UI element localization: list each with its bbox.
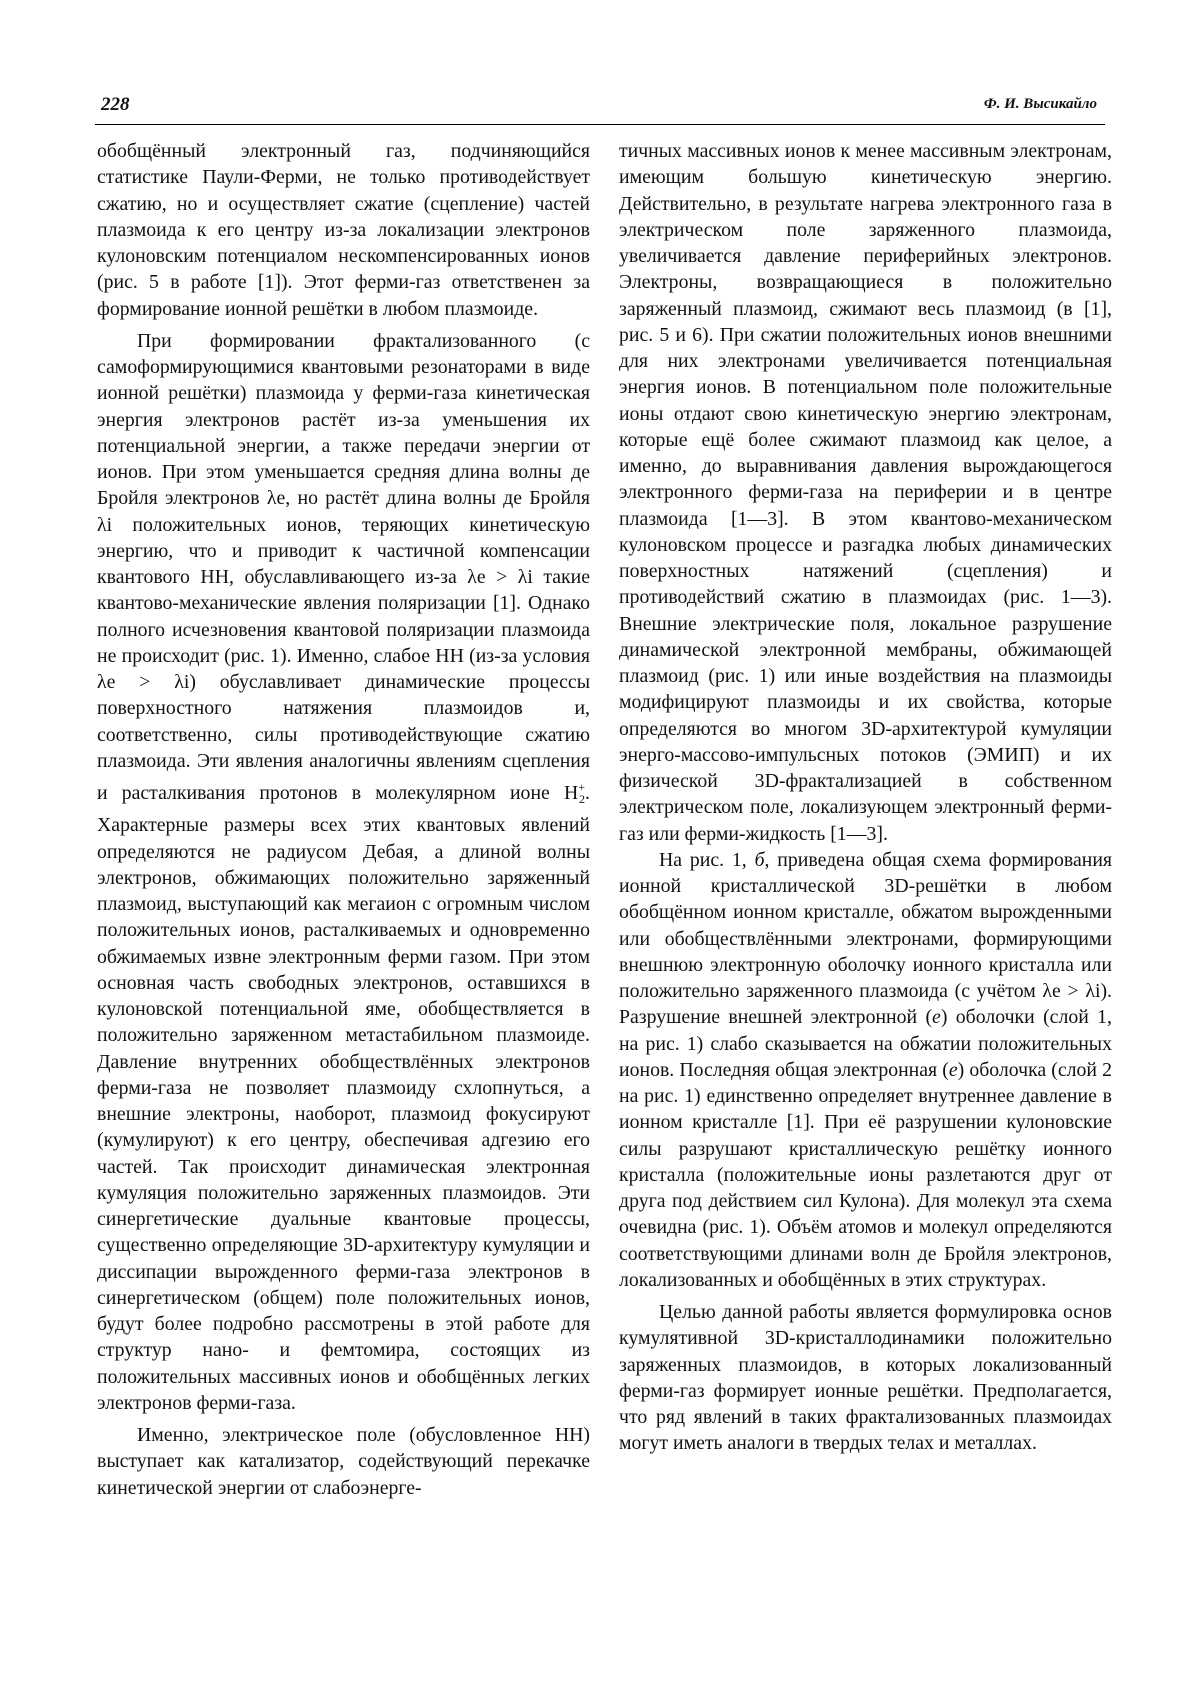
ion-symbol: H	[563, 782, 579, 804]
ion-subscript: 2	[579, 792, 586, 806]
right-column	[619, 138, 1112, 1457]
paragraph-text: , приведена общая схема формирования ионной кристаллической 3D-решётки в любом обобщённом ионном кристалле, обжатом вырожденными или обобществлёнными электронами, формирующими внешнюю электронную оболочку ионного кристалла или положительно заряженного плазмоида (с учётом λe > λi). Разрушение внешней электронной (	[619, 848, 1113, 1029]
paragraph	[619, 847, 1112, 1293]
figure-panel-label: б	[754, 848, 765, 871]
paragraph: Целью данной работы является формулировка основ кумулятивной 3D-кристаллодинамики положительно заряженных плазмоидов, в которых локализованный ферми-газ формирует ионные решётки. Предполагается, что ряд явлений в таких фрактализованных плазмоидах могут иметь аналоги в твердых телах и металлах.	[619, 1301, 1112, 1455]
shell-label: е	[932, 1006, 941, 1029]
paragraph-text: При формировании фрактализованного (с самоформирующимися квантовыми резонаторами в виде ионной решётки) плазмоида у ферми-газа кинетическая энергия электронов растёт из-за уменьшения их потенциальной энергии, а также передачи энергии от ионов. При этом уменьшается средняя длина волны де Бройля электронов λe, но растёт длина волны де Бройля λi положительных ионов, теряющих кинетическую энергию, что и приводит к частичной компенсации квантового НН, обуславливающего из-за λe > λi такие квантово-механические явления поляризации [1]. Однако полного исчезновения квантовой поляризации плазмоида не происходит (рис. 1). Именно, слабое НН (из-за условия λe > λi) обуславливает динамические процессы поверхностного натяжения плазмоидов и, соответственно, силы противодействующие сжатию плазмоида. Эти явления аналогичны явлениям сцепления и расталкивания протонов в молекулярном ионе	[97, 329, 590, 804]
paragraph-text: На рис. 1,	[659, 848, 747, 871]
running-author: Ф. И. Высикайло	[983, 96, 1097, 112]
paragraph: тичных массивных ионов к менее массивным электронам, имеющим большую кинетическую энергию. Действительно, в результате нагрева электронного газа в электрическом поле заряженного плазмоида, увеличивается давление периферийных электронов. Электроны, возвращающиеся в положительно заряженный плазмоид, сжимают весь плазмоид (в [1], рис. 5 и 6). При сжатии положительных ионов внешними для них электронами увеличивается потенциальная энергия ионов. В потенциальном поле положительные ионы отдают свою кинетическую энергию электронам, которые ещё более сжимают плазмоид как целое, а именно, до выравнивания давления вырождающегося электронного ферми-газа на периферии и в центре плазмоида [1—3]. В этом квантово-механическом кулоновском процессе и разгадка любых динамических поверхностных натяжений (сцепления) и противодействий сжатию в плазмоидах (рис. 1—3). Внешние электрические поля, локальное разрушение динамической электронной мембраны, обжимающей плазмоид (рис. 1) или иные воздействия на плазмоиды модифицируют плазмоиды и их свойства, которые определяются во многом 3D-архитектурой кумуляции энерго-массово-импульсных потоков (ЭМИП) и их физической 3D-фрактализацией в собственном электрическом поле, локализующем электронный ферми-газ или ферми-жидкость [1—3].	[619, 140, 1112, 845]
shell-label: е	[948, 1058, 958, 1081]
paragraph-text: ) оболочка (слой 2 на рис. 1) единственно определяет внутреннее давление в ионном кристалле [1]. При её разрушении кулоновские силы разрушают кристаллическую решётку ионного кристалла (положительные ионы разлетаются друг от друга под действием сил Кулона). Для молекул эта схема очевидна (рис. 1). Объём атомов и молекул определяются соответствующими длинами волн де Бройля электронов, локализованных и обобщённых в этих структурах.	[619, 1058, 1112, 1291]
paragraph-text: ) оболочки (слой 1, на рис. 1) слабо сказывается на обжатии положительных ионов. Последняя общая электронная (	[619, 1006, 1112, 1081]
running-header	[95, 94, 1105, 125]
paragraph: Именно, электрическое поле (обусловленное НН) выступает как катализатор, содействующий перекачке кинетической энергии от слабоэнерге-	[97, 1424, 590, 1499]
ion-charge: +	[578, 780, 586, 794]
molecular-ion-formula	[564, 782, 585, 804]
paragraph	[97, 328, 590, 1416]
paragraph-text: . Характерные размеры всех этих квантовых явлений определяются не радиусом Дебая, а длиной волны электронов, обжимающих положительно заряженный плазмоид, выступающий как мегаион с огромным числом положительных ионов, расталкиваемых и одновременно обжимаемых извне электронным ферми газом. При этом основная часть свободных электронов, оставшихся в кулоновской потенциальной яме, обобществляется в положительно заряженном метастабильном плазмоиде. Давление внутренних обобществлённых электронов ферми-газа не позволяет плазмоиду схлопнуться, а внешние электроны, наоборот, плазмоид фокусируют (кумулируют) к его центру, обеспечивая адгезию его частей. Так происходит динамическая электронная кумуляция положительно заряженных плазмоидов. Эти синергетические дуальные квантовые процессы, существенно определяющие 3D-архитектуру кумуляции и диссипации вырожденного ферми-газа электронов в синергетическом (общем) поле положительных ионов, будут более подробно рассмотрены в этой работе для структур нано- и фемтомира, состоящих из положительных массивных ионов и обобщённых легких электронов ферми-газа.	[97, 782, 590, 1414]
paragraph: обобщённый электронный газ, подчиняющийся статистике Паули-Ферми, не только противодействует сжатию, но и осуществляет сжатие (сцепление) частей плазмоида к его центру из-за локализации электронов кулоновским потенциалом нескомпенсированных ионов (рис. 5 в работе [1]). Этот ферми-газ ответственен за формирование ионной решётки в любом плазмоиде.	[97, 140, 590, 320]
page-number: 228	[101, 94, 130, 115]
left-column	[97, 138, 590, 1501]
